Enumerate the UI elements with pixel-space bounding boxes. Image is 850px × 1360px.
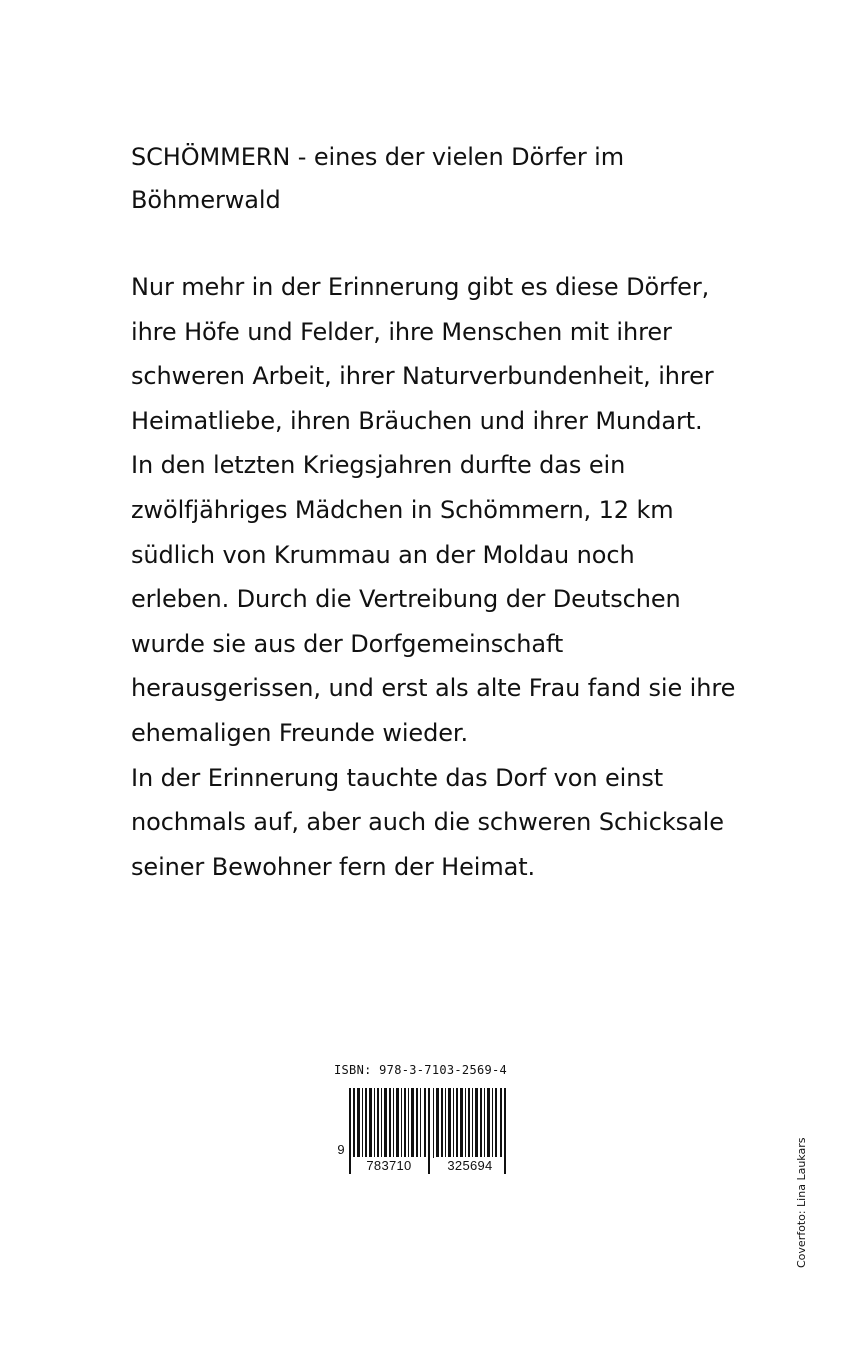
isbn-label: ISBN: 978-3-7103-2569-4 [334,1063,508,1077]
blurb-line: südlich von Krummau an der Moldau noch [131,540,635,569]
blurb-line: In den letzten Kriegsjahren durfte das ein [131,451,626,480]
photo-credit: Coverfoto: Lina Laukars [795,1137,808,1268]
blurb-line: seiner Bewohner fern der Heimat. [131,852,536,881]
barcode-left-digits: 783710 [352,1157,426,1174]
blurb-line: herausgerissen, und erst als alte Frau fand sie ihre [131,674,736,703]
barcode-leading-digit: 9 [337,1142,345,1157]
blurb-line: Heimatliebe, ihren Bräuchen und ihrer Mundart. [131,406,703,435]
barcode-right-digits: 325694 [436,1157,504,1174]
blurb-title-line-1: SCHÖMMERN - eines der vielen Dörfer im [131,143,624,171]
paragraph-spacer [131,222,751,265]
blurb-line: wurde sie aus der Dorfgemeinschaft [131,629,564,658]
blurb-line: schweren Arbeit, ihrer Naturverbundenheit, ihrer [131,362,714,391]
blurb-title-line-2: Böhmerwald [131,186,281,214]
blurb-line: erleben. Durch die Vertreibung der Deutschen [131,585,681,614]
blurb-line: In der Erinnerung tauchte das Dorf von einst [131,763,664,792]
blurb-line: Nur mehr in der Erinnerung gibt es diese Dörfer, [131,273,710,301]
blurb-line: zwölfjähriges Mädchen in Schömmern, 12 km [131,495,674,524]
blurb-line: ehemaligen Freunde wieder. [131,718,468,747]
blurb-line: nochmals auf, aber auch die schweren Schicksale [131,808,724,837]
blurb [131,136,751,889]
blurb-line: ihre Höfe und Felder, ihre Menschen mit ihrer [131,317,672,346]
